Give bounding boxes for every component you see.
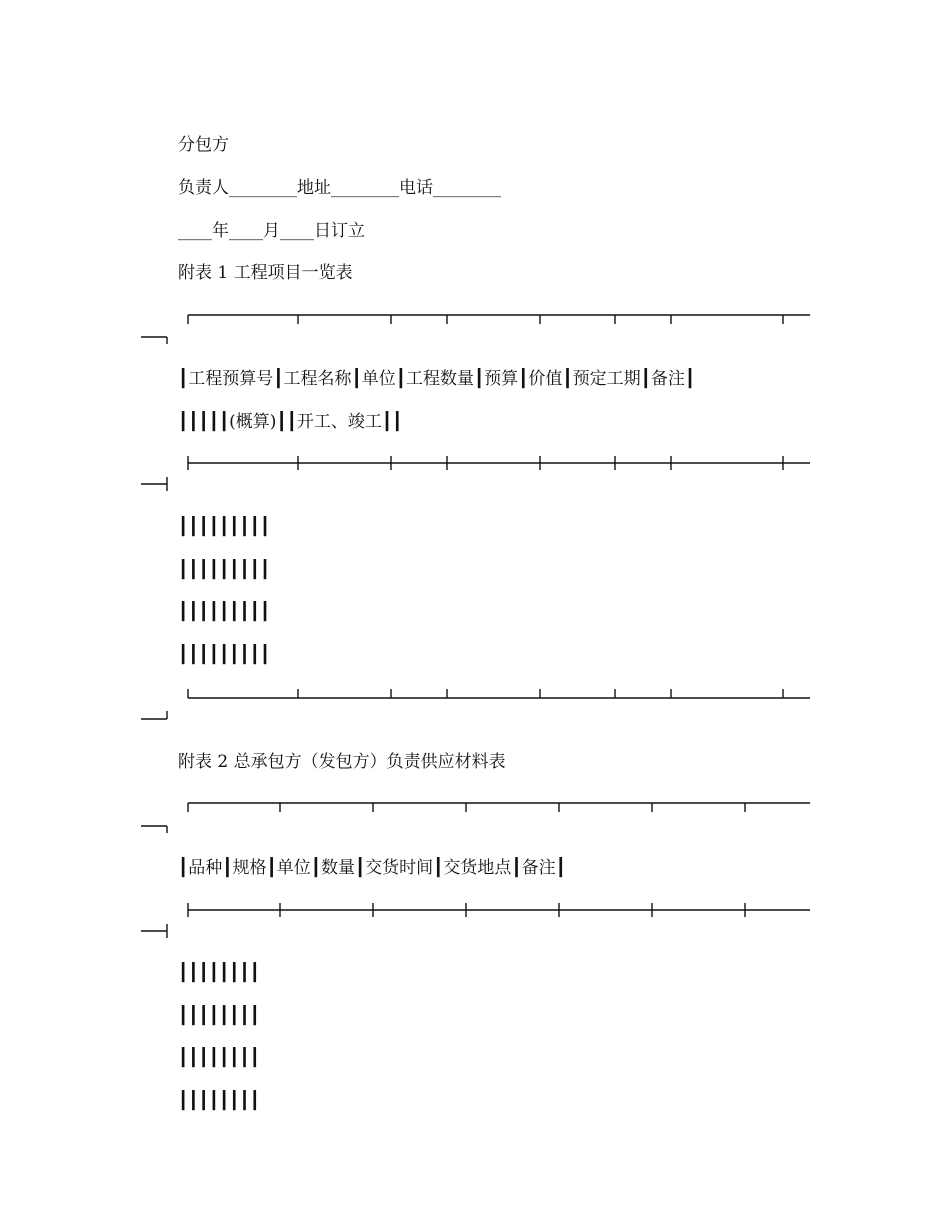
table1-top-tail (141, 330, 171, 346)
table2-top-border (187, 797, 810, 815)
date-line: ____年____月____日订立 (178, 221, 365, 241)
table1-body-row: ┃┃┃┃┃┃┃┃┃ (178, 602, 271, 622)
subcontractor-label: 分包方 (178, 135, 229, 155)
contact-line: 负责人________地址________电话________ (178, 178, 501, 198)
table1-body-row: ┃┃┃┃┃┃┃┃┃ (178, 517, 271, 537)
table2-title: 附表 2 总承包方（发包方）负责供应材料表 (178, 752, 506, 772)
table1-header-row-1: ┃工程预算号┃工程名称┃单位┃工程数量┃预算┃价值┃预定工期┃备注┃ (178, 369, 696, 389)
table1-title: 附表 1 工程项目一览表 (178, 263, 353, 283)
table2-top-tail (141, 819, 171, 835)
table1-body-row: ┃┃┃┃┃┃┃┃┃ (178, 560, 271, 580)
table2-body-row: ┃┃┃┃┃┃┃┃ (178, 963, 260, 983)
table2-body-row: ┃┃┃┃┃┃┃┃ (178, 1048, 260, 1068)
table1-body-row: ┃┃┃┃┃┃┃┃┃ (178, 645, 271, 665)
table2-header-divider (187, 901, 810, 919)
table1-divider-tail (141, 476, 171, 492)
table2-body-row: ┃┃┃┃┃┃┃┃ (178, 1006, 260, 1026)
table1-header-divider (187, 454, 810, 472)
table2-body-row: ┃┃┃┃┃┃┃┃ (178, 1091, 260, 1111)
table1-top-border (187, 309, 810, 327)
table1-bottom-border (187, 688, 810, 706)
table1-header-row-2: ┃┃┃┃┃(概算)┃┃开工、竣工┃┃ (178, 412, 403, 432)
table2-header-row: ┃品种┃规格┃单位┃数量┃交货时间┃交货地点┃备注┃ (178, 858, 566, 878)
table1-bottom-tail (141, 709, 171, 725)
table2-divider-tail (141, 923, 171, 939)
